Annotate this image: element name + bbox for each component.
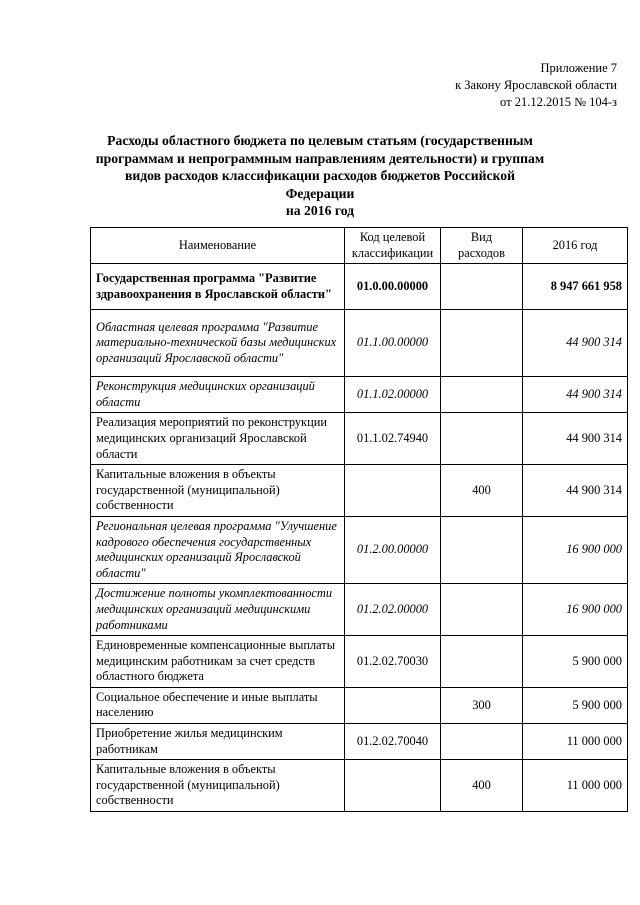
cell-code [345, 760, 441, 812]
title-line: Расходы областного бюджета по целевым статьям (государственным [107, 133, 533, 148]
cell-code: 01.2.00.00000 [345, 516, 441, 583]
cell-name: Реконструкция медицинских организаций области [91, 377, 345, 413]
cell-code: 01.1.02.00000 [345, 377, 441, 413]
title-line: видов расходов классификации расходов бюджетов Российской Федерации [124, 168, 516, 201]
cell-name: Областная целевая программа "Развитие материально-технической базы медицинских организаций Ярославской области" [91, 310, 345, 377]
cell-name: Реализация мероприятий по реконструкции медицинских организаций Ярославской области [91, 413, 345, 465]
cell-name: Социальное обеспечение и иные выплаты населению [91, 687, 345, 723]
cell-vid [441, 310, 523, 377]
table-row [91, 264, 628, 310]
appendix-date: от 21.12.2015 № 104-з [500, 95, 617, 109]
appendix-note [317, 60, 617, 111]
table-row [91, 636, 628, 688]
cell-vid [441, 724, 523, 760]
cell-sum: 5 900 000 [523, 687, 628, 723]
cell-sum: 8 947 661 958 [523, 264, 628, 310]
title-line: на 2016 год [285, 203, 355, 218]
cell-vid [441, 516, 523, 583]
document-title [95, 132, 545, 220]
table-row [91, 465, 628, 517]
cell-code: 01.2.02.70030 [345, 636, 441, 688]
table-row [91, 584, 628, 636]
appendix-number: Приложение 7 [540, 61, 617, 75]
cell-sum: 16 900 000 [523, 516, 628, 583]
cell-vid: 300 [441, 687, 523, 723]
appendix-law: к Закону Ярославской области [455, 78, 617, 92]
cell-code [345, 465, 441, 517]
cell-vid [441, 264, 523, 310]
title-line: программам и непрограммным направлениям деятельности) и группам [95, 150, 545, 166]
cell-vid [441, 377, 523, 413]
table-row [91, 724, 628, 760]
cell-name: Капитальные вложения в объекты государственной (муниципальной) собственности [91, 465, 345, 517]
cell-name: Достижение полноты укомплектованности медицинских организаций медицинскими работниками [91, 584, 345, 636]
cell-sum: 44 900 314 [523, 377, 628, 413]
cell-vid: 400 [441, 465, 523, 517]
cell-name: Единовременные компенсационные выплаты медицинским работникам за счет средств областного бюджета [91, 636, 345, 688]
cell-sum: 44 900 314 [523, 310, 628, 377]
table-row [91, 377, 628, 413]
table-row [91, 310, 628, 377]
cell-code: 01.0.00.00000 [345, 264, 441, 310]
table-row [91, 413, 628, 465]
table-row [91, 687, 628, 723]
header-vid: Вид расходов [441, 228, 523, 264]
cell-code: 01.2.02.00000 [345, 584, 441, 636]
header-code: Код целевой классификации [345, 228, 441, 264]
cell-sum: 44 900 314 [523, 465, 628, 517]
cell-sum: 11 000 000 [523, 724, 628, 760]
cell-name: Капитальные вложения в объекты государственной (муниципальной) собственности [91, 760, 345, 812]
cell-name: Региональная целевая программа "Улучшение кадрового обеспечения государственных медицинских организаций Ярославской области" [91, 516, 345, 583]
cell-sum: 5 900 000 [523, 636, 628, 688]
cell-sum: 11 000 000 [523, 760, 628, 812]
cell-code: 01.1.00.00000 [345, 310, 441, 377]
cell-code: 01.2.02.70040 [345, 724, 441, 760]
cell-vid: 400 [441, 760, 523, 812]
cell-name: Приобретение жилья медицинским работникам [91, 724, 345, 760]
cell-name: Государственная программа "Развитие здравоохранения в Ярославской области" [91, 264, 345, 310]
cell-vid [441, 413, 523, 465]
table-row [91, 760, 628, 812]
table-header-row [91, 228, 628, 264]
cell-sum: 44 900 314 [523, 413, 628, 465]
header-name: Наименование [91, 228, 345, 264]
table-row [91, 516, 628, 583]
cell-vid [441, 584, 523, 636]
cell-code: 01.1.02.74940 [345, 413, 441, 465]
table-body [91, 264, 628, 812]
cell-vid [441, 636, 523, 688]
cell-code [345, 687, 441, 723]
cell-sum: 16 900 000 [523, 584, 628, 636]
header-sum: 2016 год [523, 228, 628, 264]
budget-table [90, 227, 628, 812]
